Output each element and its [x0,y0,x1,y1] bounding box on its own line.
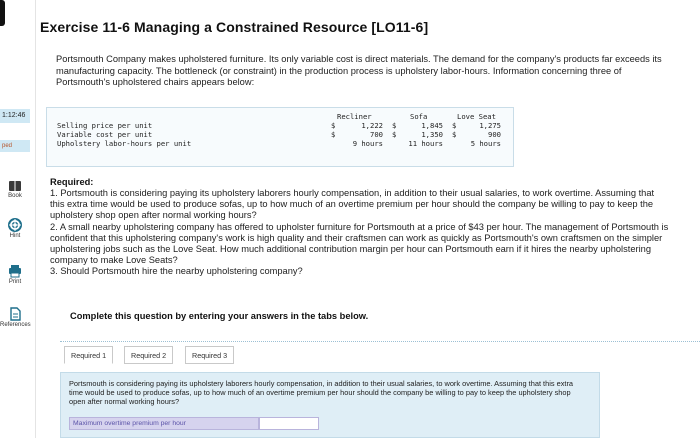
cell-recliner-cost: 700 [370,130,383,139]
column-header-sofa: Sofa [410,112,428,121]
document-icon [9,307,21,321]
required-item-1: 1. Portsmouth is considering paying its upholstery laborers hourly compensation, in addition to their usual salaries, to work overtime. Assuming that this extra time would be used to produce sofas, up to how much of an overtime premium per hour should the company be willing to pay to keep the upholstery shop open after normal working hours? [50,188,655,221]
cell-recliner-price: 1,222 [361,121,383,130]
cell-sofa-cost: 1,350 [421,130,443,139]
cell-recliner-hours: 9 hours [352,139,383,148]
cell-love-seat-hours: 5 hours [470,139,501,148]
required-heading: Required: [50,177,94,187]
left-toolbar [0,0,36,438]
cell-sofa-price: 1,845 [421,121,443,130]
cell-dollar: $ [331,121,336,130]
instruction-text: Complete this question by entering your answers in the tabs below. [70,311,369,321]
row-label-labor-hours: Upholstery labor-hours per unit [57,139,192,148]
print-button[interactable] [0,264,30,285]
timer-display: 1:12:46 [0,109,30,123]
hint-label: Hint [9,233,21,239]
ebook-label: Book [8,193,22,199]
print-label: Print [8,279,22,285]
required-item-3: 3. Should Portsmouth hire the nearby upholstering company? [50,266,303,277]
column-header-love-seat: Love Seat [457,112,496,121]
references-label: References [0,322,31,328]
cell-dollar: $ [452,130,457,139]
cell-dollar: $ [331,130,336,139]
references-button[interactable] [0,307,30,328]
cell-love-seat-price: 1,275 [479,121,501,130]
cell-dollar: $ [392,121,397,130]
answer-panel [60,372,600,438]
overtime-premium-input[interactable] [259,417,319,430]
printer-icon [8,264,22,278]
column-header-recliner: Recliner [337,112,372,121]
row-label-selling-price: Selling price per unit [57,121,153,130]
hint-button[interactable] [0,218,30,239]
cell-dollar: $ [452,121,457,130]
panel-question: Portsmouth is considering paying its upholstery laborers hourly compensation, in addition to their usual salaries, to work overtime. Assuming that this extra time would be used to produce sofas, up to how much of an overtime premium per hour should the company be willing to pay to keep the upholstery shop open after normal working hours? [69,379,574,407]
tab-required-2[interactable]: Required 2 [124,346,173,364]
answer-label: Maximum overtime premium per hour [69,417,259,430]
book-icon [8,180,22,192]
status-label: ped [0,140,30,152]
cell-dollar: $ [392,130,397,139]
row-label-variable-cost: Variable cost per unit [57,130,153,139]
lifebuoy-icon [8,218,22,232]
intro-paragraph: Portsmouth Company makes upholstered furniture. Its only variable cost is direct materials. The demand for the company's products far exceeds its manufacturing capacity. The bottleneck (or constraint) in the production process is upholstery labor-hours. Information concerning three of Portsmouth's upholstered chairs appears below: [56,54,662,88]
required-list [50,188,670,278]
collapse-handle[interactable] [0,0,5,26]
tab-required-1[interactable]: Required 1 [64,346,113,364]
product-data-table [46,107,514,167]
ebook-button[interactable] [0,180,30,199]
cell-love-seat-cost: 900 [488,130,501,139]
tab-required-3[interactable]: Required 3 [185,346,234,364]
exercise-title: Exercise 11-6 Managing a Constrained Resource [LO11-6] [40,19,429,35]
cell-sofa-hours: 11 hours [408,139,443,148]
divider [60,341,700,342]
required-item-2: 2. A small nearby upholstering company has offered to upholster furniture for Portsmouth at a price of $43 per hour. The management of Portsmouth is confident that this upholstering company's work is high quality and their craftsmen can work as quickly as Portsmouth's own craftsmen on the simpler upholstering jobs such as the Love Seat. How much additional contribution margin per hour can Portsmouth earn if it hires the nearby upholstering company to make Love Seats? [50,221,669,266]
